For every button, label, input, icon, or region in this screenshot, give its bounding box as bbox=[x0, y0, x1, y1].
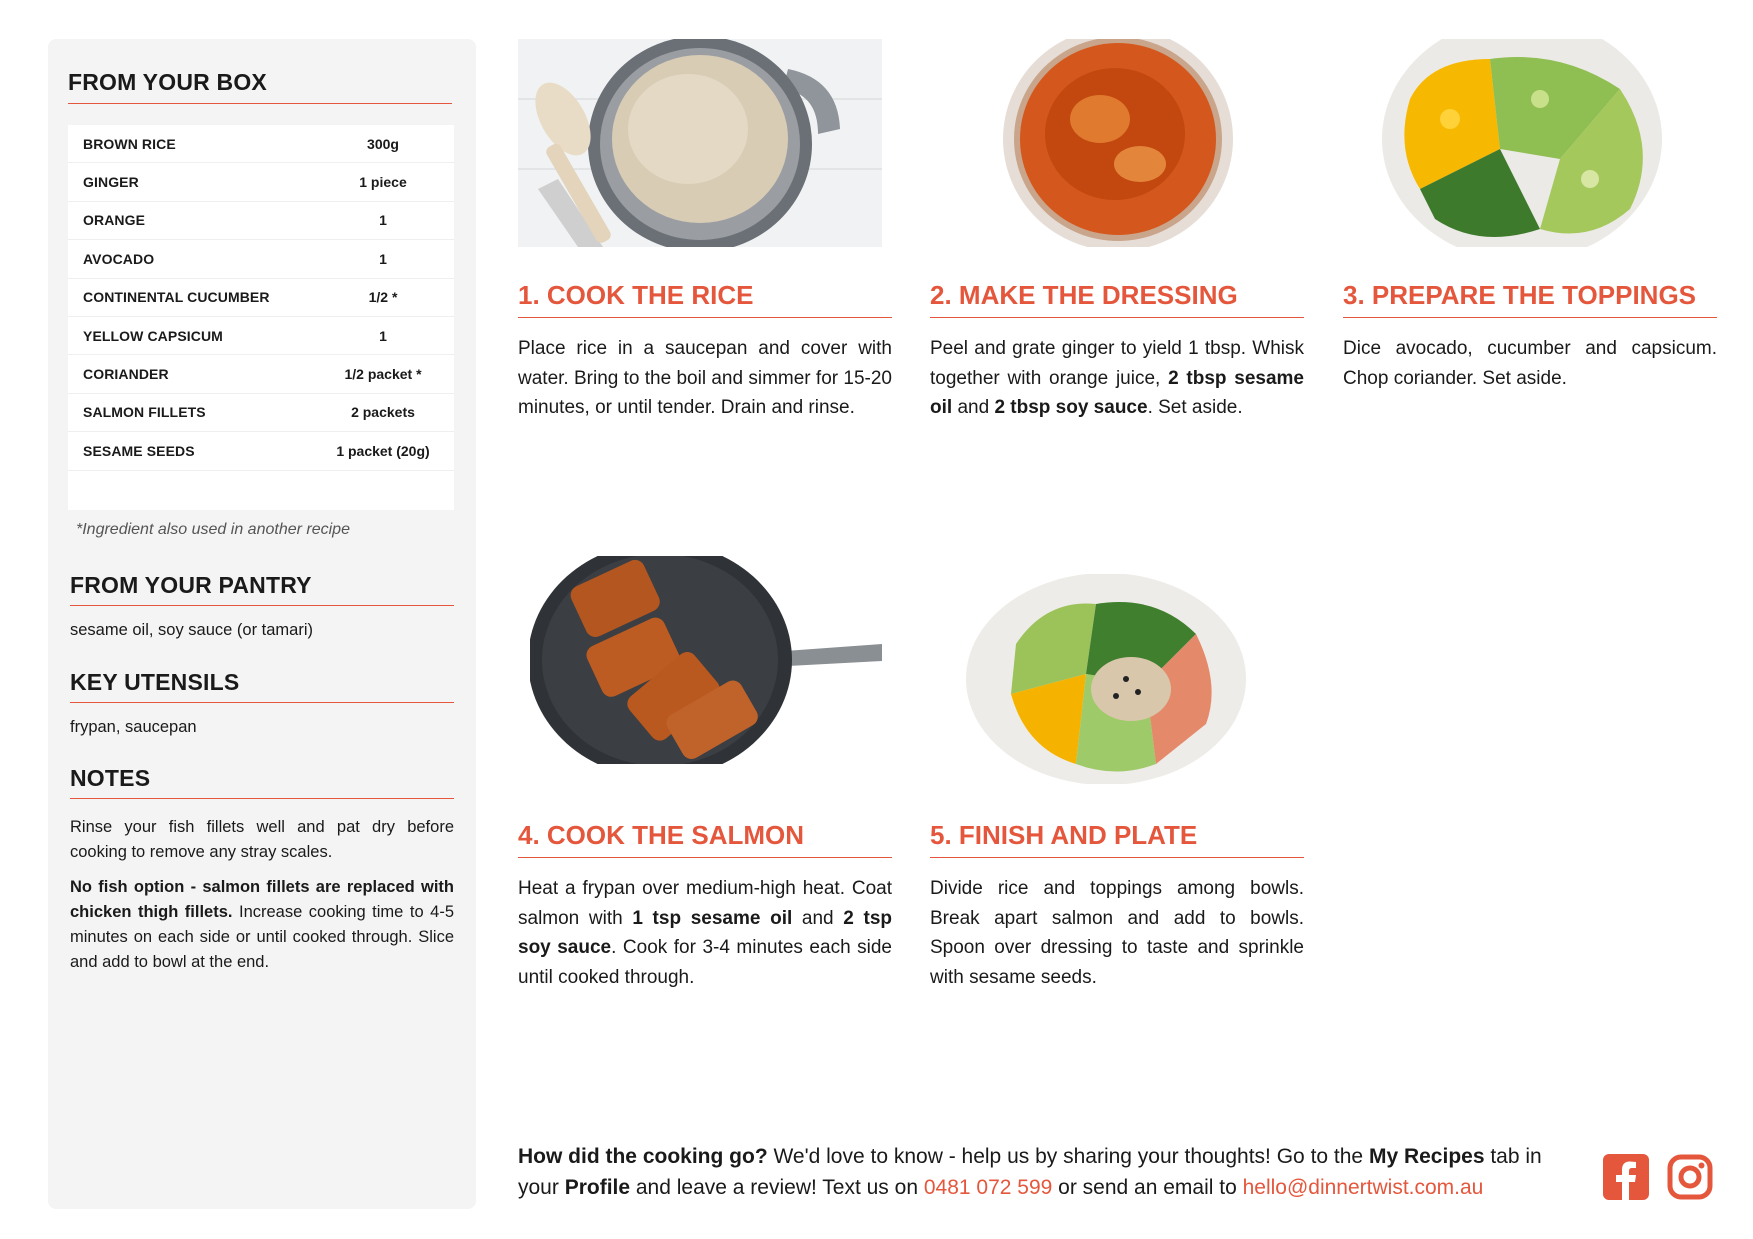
my-recipes-label: My Recipes bbox=[1368, 1145, 1485, 1168]
ingredient-row bbox=[68, 394, 454, 432]
ingredient-row bbox=[68, 163, 454, 201]
step-2-text-part: and bbox=[952, 397, 995, 418]
pantry-title: FROM YOUR PANTRY bbox=[70, 572, 454, 606]
from-your-box-title: FROM YOUR BOX bbox=[68, 69, 452, 104]
ingredient-qty: 1 piece bbox=[359, 174, 407, 191]
utensils-section bbox=[70, 669, 454, 740]
pantry-text: sesame oil, soy sauce (or tamari) bbox=[70, 621, 313, 639]
ingredient-row bbox=[68, 317, 454, 355]
finished-bowl-photo bbox=[956, 574, 1286, 784]
footer-text: We'd love to know - help us by sharing your thoughts! Go to the bbox=[767, 1145, 1369, 1168]
step-4 bbox=[518, 820, 892, 992]
ingredient-name: BROWN RICE bbox=[83, 135, 176, 152]
utensils-title: KEY UTENSILS bbox=[70, 669, 454, 703]
profile-label: Profile bbox=[564, 1176, 631, 1199]
step-2 bbox=[930, 280, 1304, 423]
ingredient-name: SESAME SEEDS bbox=[83, 442, 195, 459]
step-1-title: 1. COOK THE RICE bbox=[518, 280, 892, 318]
step-4-text-part: Heat a frypan over medium-high heat. Coat salmon with bbox=[518, 878, 892, 929]
step-4-bold: 2 tsp soy sauce bbox=[518, 907, 892, 958]
ingredient-name: CORIANDER bbox=[83, 366, 169, 383]
no-fish-option-text: Increase cooking time to 4-5 minutes on each side or until cooked through. Slice and add to bowl at the end. bbox=[70, 903, 454, 971]
toppings-bowl-photo bbox=[1340, 39, 1704, 247]
ingredient-name: YELLOW CAPSICUM bbox=[83, 327, 223, 344]
utensils-text: frypan, saucepan bbox=[70, 718, 197, 736]
ingredients-sidebar bbox=[48, 39, 476, 1209]
step-5-title: 5. FINISH AND PLATE bbox=[930, 820, 1304, 858]
step-2-bold: 2 tbsp sesame oil bbox=[930, 367, 1305, 418]
step-2-text-part: . Set aside. bbox=[1147, 397, 1243, 418]
step-3 bbox=[1343, 280, 1717, 393]
ingredient-row bbox=[68, 240, 454, 278]
ingredient-qty: 1 bbox=[379, 250, 387, 267]
ingredient-qty: 1 bbox=[379, 327, 387, 344]
ingredient-row bbox=[68, 279, 454, 317]
ingredient-qty: 1 bbox=[379, 212, 387, 229]
notes-section bbox=[70, 765, 454, 975]
step-5 bbox=[930, 820, 1304, 992]
notes-paragraph-no-fish bbox=[70, 875, 454, 975]
facebook-icon[interactable] bbox=[1603, 1154, 1649, 1200]
notes-title: NOTES bbox=[70, 765, 454, 799]
rice-strainer-photo bbox=[518, 39, 882, 247]
step-4-bold: 1 tsp sesame oil bbox=[632, 907, 793, 929]
step-5-text: Divide rice and toppings among bowls. Break apart salmon and add to bowls. Spoon over dressing to taste and sprinkle with sesame seeds. bbox=[930, 878, 1304, 988]
ingredient-qty: 2 packets bbox=[351, 404, 415, 421]
step-2-text-part: Peel and grate ginger to yield 1 tbsp. Whisk together with orange juice, bbox=[930, 338, 1304, 389]
notes-paragraph: Rinse your fish fillets well and pat dry before cooking to remove any stray scales. bbox=[70, 818, 454, 861]
step-1 bbox=[518, 280, 892, 423]
salmon-frypan-photo bbox=[530, 556, 882, 764]
ingredient-name: ORANGE bbox=[83, 212, 146, 229]
dressing-bowl-photo bbox=[930, 39, 1294, 247]
ingredient-row bbox=[68, 432, 454, 470]
step-1-text: Place rice in a saucepan and cover with water. Bring to the boil and simmer for 15-20 minutes, or until tender. Drain and rinse. bbox=[518, 338, 892, 418]
instagram-icon[interactable] bbox=[1667, 1154, 1713, 1200]
ingredient-row bbox=[68, 355, 454, 393]
feedback-footer bbox=[518, 1141, 1578, 1203]
phone-link[interactable]: 0481 072 599 bbox=[923, 1176, 1053, 1199]
step-4-text-part: and bbox=[792, 907, 844, 929]
footer-text: and leave a review! Text us on bbox=[630, 1176, 924, 1199]
footer-text: tab in your bbox=[518, 1145, 1542, 1199]
ingredient-qty: 1/2 packet * bbox=[344, 366, 422, 383]
ingredient-name: GINGER bbox=[83, 174, 139, 191]
step-3-text: Dice avocado, cucumber and capsicum. Chop coriander. Set aside. bbox=[1343, 338, 1717, 389]
step-4-title: 4. COOK THE SALMON bbox=[518, 820, 892, 858]
pantry-section bbox=[70, 572, 454, 643]
ingredients-table bbox=[68, 125, 454, 510]
step-2-bold: 2 tbsp soy sauce bbox=[994, 397, 1148, 418]
ingredient-name: AVOCADO bbox=[83, 250, 155, 267]
footer-text: or send an email to bbox=[1052, 1176, 1243, 1199]
step-2-title: 2. MAKE THE DRESSING bbox=[930, 280, 1304, 318]
ingredient-footnote: *Ingredient also used in another recipe bbox=[76, 521, 350, 538]
ingredient-qty: 300g bbox=[367, 135, 399, 152]
footer-question: How did the cooking go? bbox=[518, 1145, 768, 1168]
email-link[interactable]: hello@dinnertwist.com.au bbox=[1242, 1176, 1484, 1199]
no-fish-option-label: No fish option - salmon fillets are replaced with chicken thigh fillets. bbox=[70, 878, 454, 921]
step-4-text bbox=[518, 874, 892, 992]
ingredient-row bbox=[68, 125, 454, 163]
ingredient-qty: 1/2 * bbox=[368, 289, 398, 306]
ingredient-name: SALMON FILLETS bbox=[83, 404, 206, 421]
ingredient-qty: 1 packet (20g) bbox=[336, 442, 430, 459]
ingredient-row bbox=[68, 202, 454, 240]
ingredient-name: CONTINENTAL CUCUMBER bbox=[83, 289, 270, 306]
step-3-title: 3. PREPARE THE TOPPINGS bbox=[1343, 280, 1717, 318]
step-4-text-part: . Cook for 3-4 minutes each side until cooked through. bbox=[518, 937, 892, 988]
step-2-text bbox=[930, 334, 1304, 423]
